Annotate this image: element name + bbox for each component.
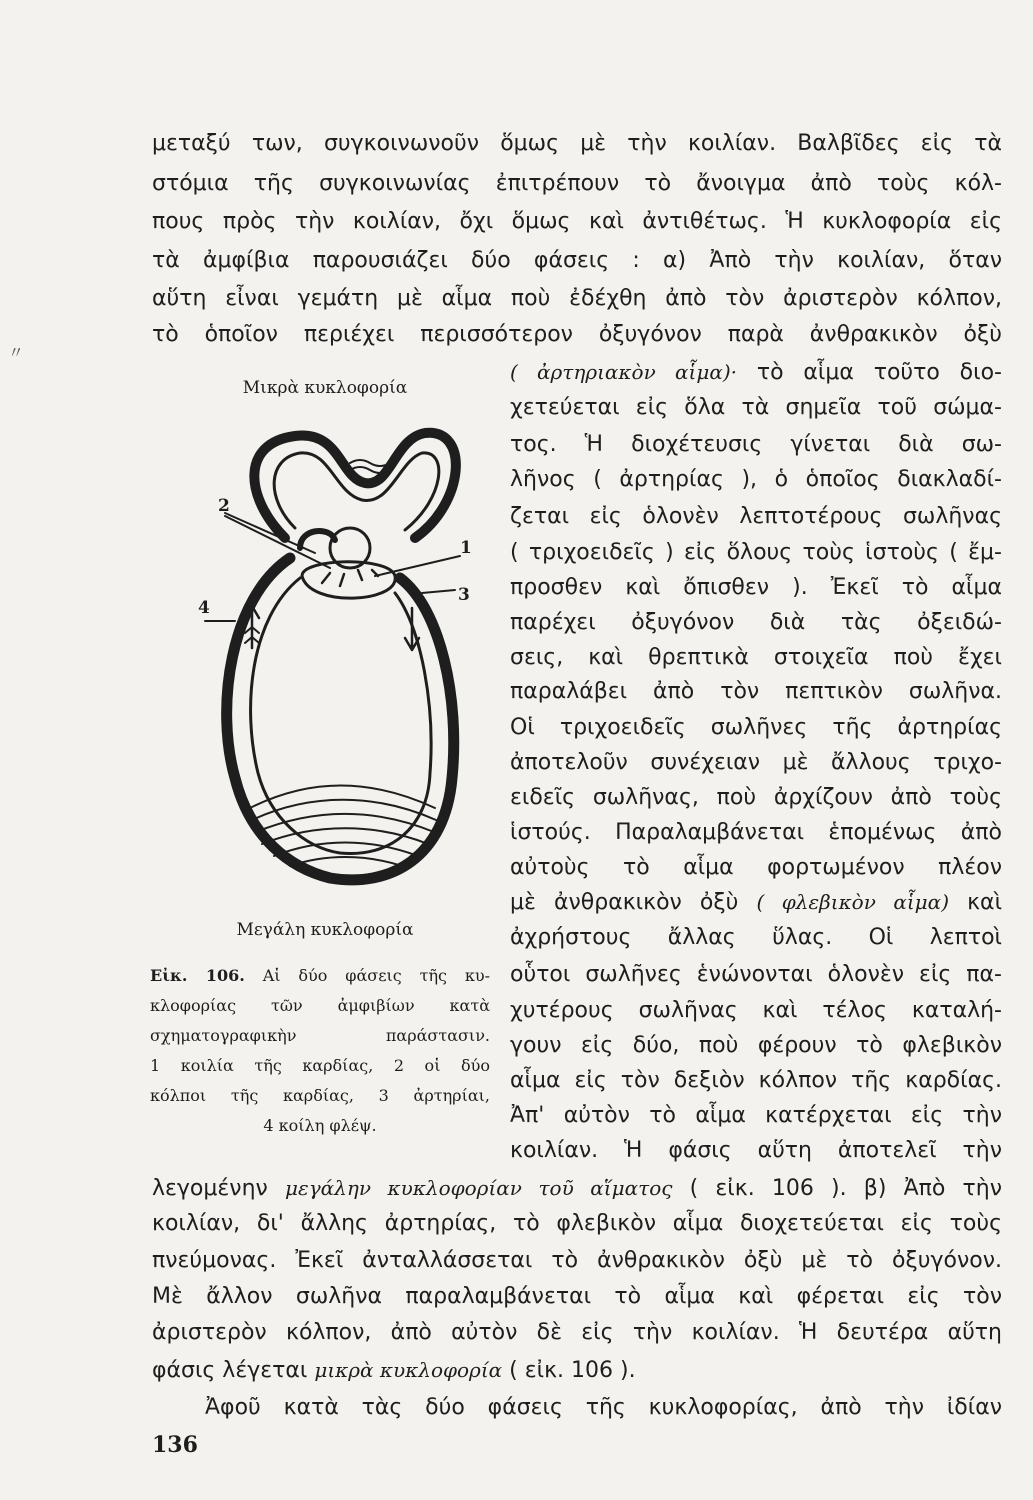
figure-caption-line: 4 κοίλη φλέψ. bbox=[263, 1116, 377, 1135]
text-line: τος. Ἡ διοχέτευσις γίνεται διὰ σω- bbox=[510, 432, 1002, 457]
text-line: ἱστούς. Παραλαμβάνεται ἑπομένως ἀπὸ bbox=[510, 820, 1002, 845]
figure-caption-line: Εἰκ. 106. Αἱ δύο φάσεις τῆς κυ- bbox=[150, 966, 490, 985]
text-line: παρέχει ὀξυγόνον διὰ τὰς ὀξειδώ- bbox=[510, 610, 1002, 635]
circulation-diagram bbox=[190, 408, 500, 908]
figure-title-small-circulation: Μικρὰ κυκλοφορία bbox=[242, 378, 408, 398]
text-line: τὰ ἀμφίβια παρουσιάζει δύο φάσεις : α) Ἀπὸ τὴν κοιλίαν, ὅταν bbox=[152, 248, 1002, 273]
text-line: Οἱ τριχοειδεῖς σωλῆνες τῆς ἀρτηρίας bbox=[510, 715, 1002, 740]
text-line: στόμια τῆς συγκοινωνίας ἐπιτρέπουν τὸ ἄνοιγμα ἀπὸ τοὺς κόλ- bbox=[152, 171, 1002, 196]
page-number: 136 bbox=[152, 1432, 198, 1458]
text-line: αἷμα εἰς τὸν δεξιὸν κόλπον τῆς καρδίας. bbox=[510, 1068, 1002, 1093]
text-line: χετεύεται εἰς ὅλα τὰ σημεῖα τοῦ σώμα- bbox=[510, 395, 1002, 420]
text-line: κοιλίαν. Ἡ φάσις αὕτη ἀποτελεῖ τὴν bbox=[510, 1138, 1002, 1163]
systemic-loop-left bbox=[227, 558, 454, 880]
text-line: πους πρὸς τὴν κοιλίαν, ὄχι ὅμως καὶ ἀντιθέτως. Ἡ κυκλοφορία εἰς bbox=[152, 209, 1002, 234]
text-line: πνεύμονας. Ἐκεῖ ἀνταλλάσσεται τὸ ἀνθρακικὸν ὀξὺ μὲ τὸ ὀξυγόνον. bbox=[152, 1248, 1002, 1273]
text-line: Ἀπ' αὐτὸν τὸ αἷμα κατέρχεται εἰς τὴν bbox=[510, 1103, 1002, 1128]
label-1: 1 bbox=[460, 538, 472, 558]
figure-caption-line: κλοφορίας τῶν ἀμφιβίων κατὰ bbox=[150, 996, 490, 1015]
text-line: κοιλίαν, δι' ἄλλης ἀρτηρίας, τὸ φλεβικὸν αἷμα διοχετεύεται εἰς τοὺς bbox=[152, 1211, 1002, 1236]
text-line: παραλάβει ἀπὸ τὸν πεπτικὸν σωλῆνα. bbox=[510, 679, 1002, 704]
text-line: Μὲ ἄλλον σωλῆνα παραλαμβάνεται τὸ αἷμα καὶ φέρεται εἰς τὸν bbox=[152, 1284, 1002, 1309]
text-line: μὲ ἀνθρακικὸν ὀξὺ ( φλεβικὸν αἷμα) καὶ bbox=[510, 890, 1003, 915]
figure-caption-line: σχηματογραφικὴν παράστασιν. bbox=[150, 1026, 490, 1045]
text-line: φάσις λέγεται μικρὰ κυκλοφορία ( εἰκ. 106 ). bbox=[152, 1358, 636, 1383]
pulmonary-loop bbox=[254, 433, 455, 538]
text-line: Ἀφοῦ κατὰ τὰς δύο φάσεις τῆς κυκλοφορίας, ἀπὸ τὴν ἰδίαν bbox=[205, 1395, 1002, 1420]
arterial-blood-term: ( ἀρτηριακὸν αἷμα)· bbox=[510, 360, 737, 384]
margin-mark: 〃 bbox=[8, 343, 25, 362]
text-line: ἀριστερὸν κόλπον, ἀπὸ αὐτὸν δὲ εἰς τὴν κοιλίαν. Ἡ δευτέρα αὕτη bbox=[152, 1320, 1002, 1345]
figure-caption-line: κόλποι τῆς καρδίας, 3 ἀρτηρίαι, bbox=[150, 1086, 490, 1105]
text-line: αὐτοὺς τὸ αἷμα φορτωμένον πλέον bbox=[510, 855, 1002, 880]
large-circulation-term: μεγάλην κυκλοφορίαν τοῦ αἵματος bbox=[284, 1176, 673, 1200]
text-line: λεγομένην μεγάλην κυκλοφορίαν τοῦ αἵματος ( εἰκ. 106 ). β) Ἀπὸ τὴν bbox=[152, 1176, 1002, 1201]
text-line: προσθεν καὶ ὄπισθεν ). Ἐκεῖ τὸ αἷμα bbox=[510, 575, 1002, 600]
text-line: μεταξύ των, συγκοινωνοῦν ὅμως μὲ τὴν κοιλίαν. Βαλβῖδες εἰς τὰ bbox=[152, 131, 1002, 156]
text-line: ἀχρήστους ἄλλας ὕλας. Οἱ λεπτοὶ bbox=[510, 925, 1002, 950]
text-line: ειδεῖς σωλῆνας, ποὺ ἀρχίζουν ἀπὸ τοὺς bbox=[510, 785, 1002, 810]
text-line: ( τριχοειδεῖς ) εἰς ὅλους τοὺς ἱστοὺς ( ἔμ- bbox=[510, 540, 1002, 565]
label-4: 4 bbox=[198, 598, 210, 618]
figure-title-large-circulation: Μεγάλη κυκλοφορία bbox=[236, 920, 414, 940]
text-line: ζεται εἰς ὁλονὲν λεπτοτέρους σωλῆνας bbox=[510, 504, 1002, 529]
figure-ref: Εἰκ. 106. bbox=[150, 966, 245, 985]
label-3: 3 bbox=[458, 585, 470, 605]
text-line: σεις, καὶ θρεπτικὰ στοιχεῖα ποὺ ἔχει bbox=[510, 645, 1002, 670]
text-line: τὸ ὁποῖον περιέχει περισσότερον ὀξυγόνον παρὰ ἀνθρακικὸν ὀξὺ bbox=[152, 322, 1002, 347]
text-line: αὕτη εἶναι γεμάτη μὲ αἷμα ποὺ ἐδέχθη ἀπὸ τὸν ἀριστερὸν κόλπον, bbox=[152, 286, 1002, 311]
figure-caption-line: 1 κοιλία τῆς καρδίας, 2 οἱ δύο bbox=[150, 1056, 490, 1075]
label-2: 2 bbox=[218, 496, 230, 516]
text-line: χυτέρους σωλῆνας καὶ τέλος καταλή- bbox=[510, 998, 1002, 1023]
venous-blood-term: ( φλεβικὸν αἷμα) bbox=[756, 890, 949, 914]
text-line: οὗτοι σωλῆνες ἑνώνονται ὁλονὲν εἰς πα- bbox=[510, 962, 1002, 987]
text-line: ἀποτελοῦν συνέχειαν μὲ ἄλλους τριχο- bbox=[510, 750, 1002, 775]
text-line: ( ἀρτηριακὸν αἷμα)· τὸ αἷμα τοῦτο διο- bbox=[510, 360, 1002, 385]
text-line: λῆνος ( ἀρτηρίας ), ὁ ὁποῖος διακλαδί- bbox=[510, 467, 1002, 492]
text-line: γουν εἰς δύο, ποὺ φέρουν τὸ φλεβικὸν bbox=[510, 1033, 1002, 1058]
small-circulation-term: μικρὰ κυκλοφορία bbox=[314, 1358, 503, 1382]
